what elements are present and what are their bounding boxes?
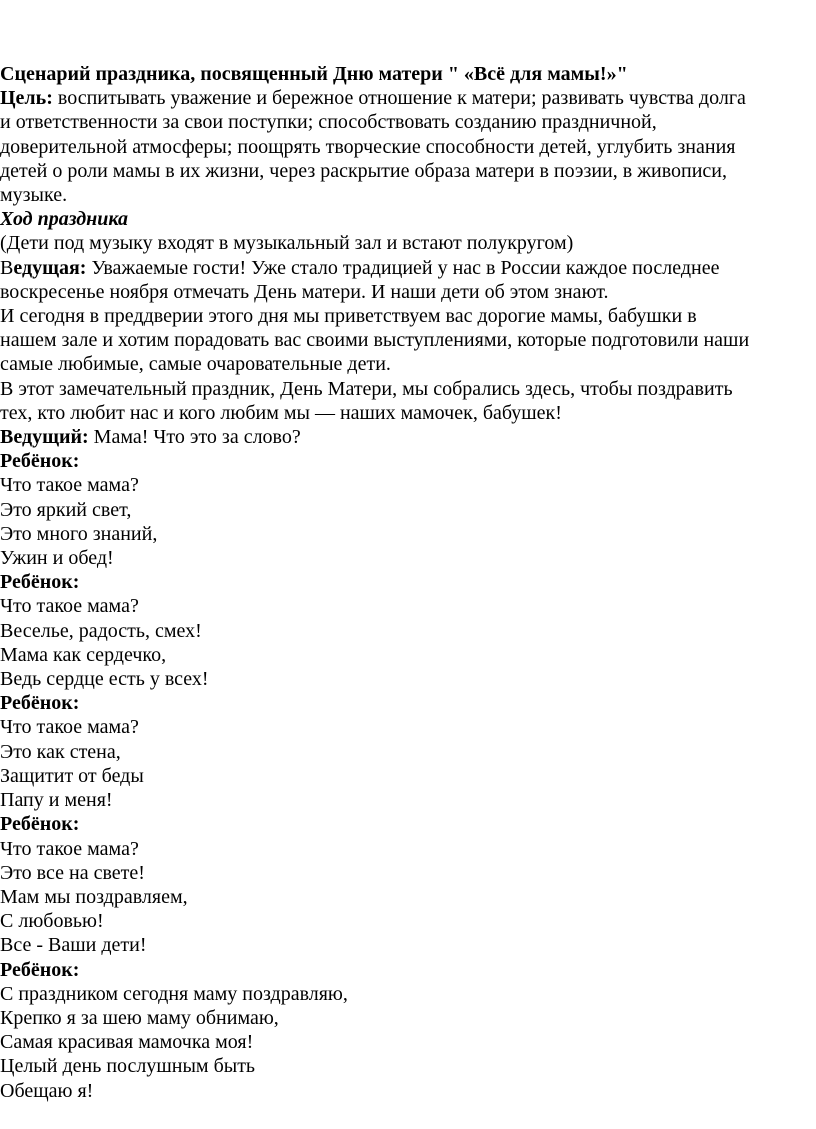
stage-direction: (Дети под музыку входят в музыкальный зал и встают полукругом) — [0, 232, 574, 255]
child-label: Ребёнок: — [0, 571, 80, 594]
poem-line: Мам мы поздравляем, — [0, 885, 188, 908]
host-text: Уважаемые гости! Уже стало традицией у нас в России каждое последнее — [86, 256, 720, 279]
poem-line: Обещаю я! — [0, 1079, 94, 1102]
poem-line: С праздником сегодня маму поздравляю, — [0, 982, 348, 1005]
poem-line: Что такое мама? — [0, 837, 139, 860]
poem-line: Что такое мама? — [0, 716, 139, 739]
host-text-line: нашем зале и хотим порадовать вас своими выступлениями, которые подготовили наши — [0, 329, 750, 352]
goal-text: воспитывать уважение и бережное отношение к матери; развивать чувства долга — [52, 87, 746, 110]
goal-text-line: детей о роли мамы в их жизни, через раскрытие образа матери в поэзии, в живописи, — [0, 159, 728, 182]
poem-line: Что такое мама? — [0, 474, 139, 497]
child-label: Ребёнок: — [0, 450, 80, 473]
poem-line: Защитит от беды — [0, 764, 144, 787]
poem-line: Крепко я за шею маму обнимаю, — [0, 1006, 279, 1029]
child-label: Ребёнок: — [0, 692, 80, 715]
poem-line: Это много знаний, — [0, 522, 158, 545]
host2-label: Ведущий: — [0, 426, 89, 449]
goal-text-line: и ответственности за свои поступки; способствовать созданию праздничной, — [0, 111, 657, 134]
goal-text-line: доверительной атмосферы; поощрять творческие способности детей, углубить знания — [0, 135, 736, 158]
host-text-line: самые любимые, самые очаровательные дети. — [0, 353, 391, 376]
host2-line — [0, 425, 814, 449]
host-label-start: В — [0, 256, 14, 279]
poem-line: Ужин и обед! — [0, 547, 114, 570]
poem-line: Целый день послушным быть — [0, 1055, 256, 1078]
child-label: Ребёнок: — [0, 813, 80, 836]
poem-line: Все - Ваши дети! — [0, 934, 147, 957]
course-heading: Ход праздника — [0, 208, 129, 231]
poem-line: Мама как сердечко, — [0, 643, 167, 666]
goal-label: Цель: — [0, 87, 53, 110]
host-text-line: И сегодня в преддверии этого дня мы приветствуем вас дорогие мамы, бабушки в — [0, 305, 697, 328]
host-text-line: тех, кто любит нас и кого любим мы — наших мамочек, бабушек! — [0, 401, 562, 424]
poem-line: Что такое мама? — [0, 595, 139, 618]
poem-line: Самая красивая мамочка моя! — [0, 1031, 254, 1054]
host2-text: Мама! Что это за слово? — [88, 426, 301, 449]
poem-line: Ведь сердце есть у всех! — [0, 668, 209, 691]
host-label: едущая: — [13, 256, 87, 279]
poem-line: Веселье, радость, смех! — [0, 619, 202, 642]
host-text-line: В этот замечательный праздник, День Матери, мы собрались здесь, чтобы поздравить — [0, 377, 733, 400]
host-line — [0, 256, 814, 280]
document-title: Сценарий праздника, посвященный Дню матери " «Всё для мамы!»" — [0, 63, 628, 85]
goal-line — [0, 86, 814, 110]
poem-line: Это яркий свет, — [0, 498, 132, 521]
poem-line: Папу и меня! — [0, 789, 113, 812]
poem-line: С любовью! — [0, 910, 104, 933]
poem-line: Это как стена, — [0, 740, 121, 763]
document-page — [0, 62, 814, 1103]
goal-text-line: музыке. — [0, 184, 68, 207]
poem-line: Это все на свете! — [0, 861, 145, 884]
child-label: Ребёнок: — [0, 958, 80, 981]
host-text-line: воскресенье ноября отмечать День матери. И наши дети об этом знают. — [0, 280, 609, 303]
